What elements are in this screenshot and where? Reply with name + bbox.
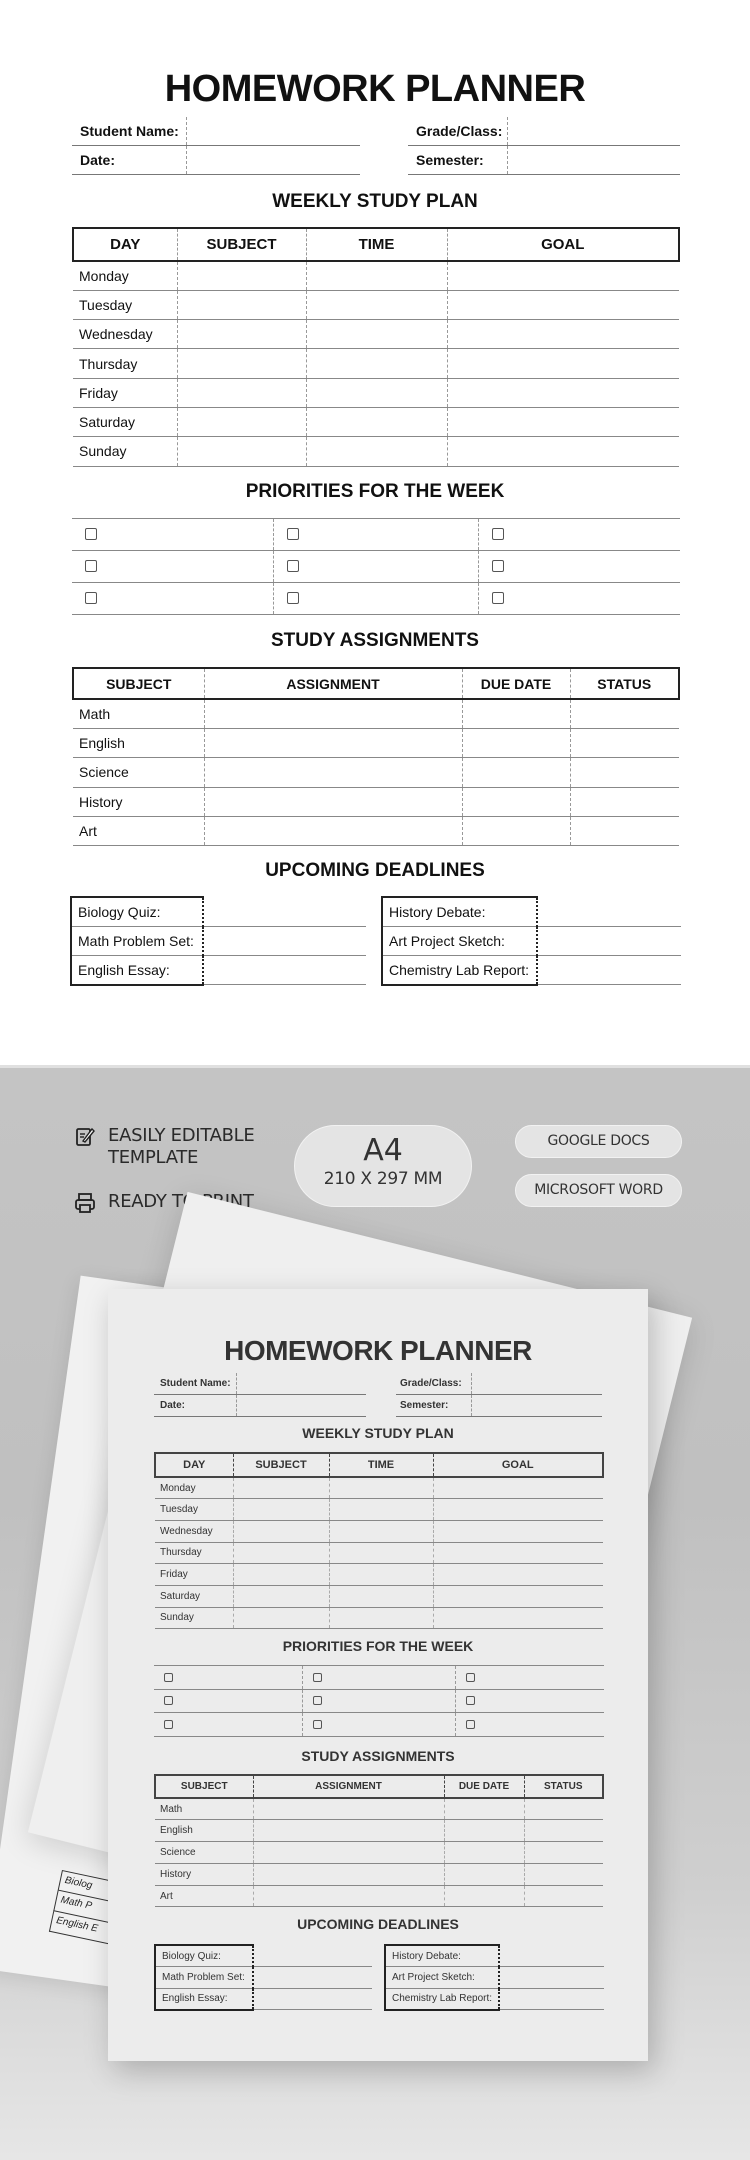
table-cell[interactable] [433,1520,603,1542]
deadline-value-field[interactable] [253,1988,372,2010]
priority-item[interactable] [154,1713,303,1737]
table-cell[interactable] [447,290,679,319]
deadline-label: Biology Quiz: [155,1945,253,1967]
priorities-grid [72,518,680,615]
table-cell[interactable] [177,290,306,319]
deadline-value-field[interactable] [203,897,366,926]
row-label: History [155,1863,253,1885]
row-label: Math [73,699,204,728]
deadline-value-field[interactable] [537,926,681,955]
table-cell[interactable] [204,817,462,846]
col-header: TIME [306,228,447,261]
table-cell[interactable] [433,1499,603,1521]
page-title: HOMEWORK PLANNER [224,1335,532,1366]
priority-item[interactable] [273,519,478,551]
table-row [155,1499,603,1521]
table-row [155,1798,603,1820]
priority-item[interactable] [273,551,478,583]
priority-item[interactable] [303,1713,456,1737]
date-field [154,1395,366,1417]
row-label: Thursday [73,349,177,378]
priority-item[interactable] [455,1713,604,1737]
checkbox-empty-icon[interactable] [287,528,299,540]
col-header: SUBJECT [155,1775,253,1798]
deadline-label: Art Project Sketch: [382,926,537,955]
priority-item[interactable] [154,1689,303,1713]
field-label: Date: [72,146,187,174]
page-title: HOMEWORK PLANNER [164,68,586,110]
row-label: Monday [73,261,177,290]
field-label: Semester: [408,146,508,174]
table-cell[interactable] [253,1820,444,1842]
section-title-assignments: STUDY ASSIGNMENTS [301,1748,455,1764]
priority-item[interactable] [479,551,680,583]
checkbox-empty-icon[interactable] [164,1673,173,1682]
table-cell[interactable] [177,378,306,407]
row-label: Friday [73,378,177,407]
table-cell[interactable] [444,1842,524,1864]
table-cell[interactable] [570,728,679,757]
table-cell[interactable] [524,1798,603,1820]
row-label: Math [155,1798,253,1820]
table-cell[interactable] [433,1542,603,1564]
table-row [155,1607,603,1629]
col-header: SUBJECT [73,668,204,699]
row-label: Saturday [73,407,177,436]
table-row [73,437,679,466]
col-header: STATUS [524,1775,603,1798]
table-row [73,320,679,349]
deadline-label: English Essay: [71,956,203,985]
row-label: Wednesday [155,1520,233,1542]
row-label: Art [73,817,204,846]
table-cell[interactable] [462,728,570,757]
table-cell[interactable] [306,407,447,436]
row-label: Art [155,1885,253,1907]
table-cell[interactable] [570,699,679,728]
assignments-table [72,667,680,846]
table-cell[interactable] [433,1477,603,1499]
row-label: Saturday [155,1585,233,1607]
checkbox-empty-icon[interactable] [313,1720,322,1729]
assignments-table [154,1774,604,1907]
grade-class-field[interactable] [408,117,680,146]
col-header: DAY [73,228,177,261]
table-cell[interactable] [462,817,570,846]
checkbox-empty-icon[interactable] [85,592,97,604]
paper-size-badge [294,1125,472,1207]
table-cell[interactable] [253,1798,444,1820]
deadline-row [385,1945,604,1967]
table-row [73,349,679,378]
table-cell[interactable] [524,1820,603,1842]
weekly-study-table [154,1452,604,1629]
row-label: Thursday [155,1542,233,1564]
row-label: Science [155,1842,253,1864]
col-header: DUE DATE [444,1775,524,1798]
planner-mockup-page [108,1289,648,2061]
table-row [155,1542,603,1564]
table-cell[interactable] [329,1477,433,1499]
table-cell[interactable] [306,378,447,407]
table-cell[interactable] [233,1542,329,1564]
table-row [73,699,679,728]
table-row [73,728,679,757]
feature-label: READY TO PRINT [108,1191,254,1212]
priority-item[interactable] [273,583,478,615]
feature-label: EASILY EDITABLE [108,1125,255,1146]
table-row [155,1820,603,1842]
checkbox-empty-icon[interactable] [466,1673,475,1682]
checkbox-empty-icon[interactable] [85,560,97,572]
row-label: Monday [155,1477,233,1499]
table-row [155,1585,603,1607]
table-cell[interactable] [233,1585,329,1607]
checkbox-empty-icon[interactable] [85,528,97,540]
deadline-row [385,1988,604,2010]
table-cell[interactable] [204,699,462,728]
table-cell[interactable] [233,1499,329,1521]
table-cell[interactable] [233,1520,329,1542]
row-label: English [155,1820,253,1842]
deadline-label: Math Problem Set: [71,926,203,955]
date-field[interactable] [72,146,360,175]
row-label: English [73,728,204,757]
table-cell[interactable] [177,261,306,290]
table-row [155,1842,603,1864]
deadline-row [155,1945,372,1967]
table-row [155,1863,603,1885]
table-row [73,787,679,816]
table-cell[interactable] [177,349,306,378]
priority-row [154,1689,604,1713]
deadline-row [382,956,681,985]
deadline-label: English Essay: [155,1988,253,2010]
priority-item[interactable] [455,1689,604,1713]
table-cell[interactable] [447,378,679,407]
section-title-deadlines: UPCOMING DEADLINES [297,1916,459,1932]
table-cell[interactable] [177,437,306,466]
table-cell[interactable] [444,1820,524,1842]
deadline-label: Chemistry Lab Report: [382,956,537,985]
section-title-weekly: WEEKLY STUDY PLAN [302,1425,454,1441]
table-cell[interactable] [233,1607,329,1629]
deadline-value-field[interactable] [203,926,366,955]
table-cell[interactable] [444,1798,524,1820]
table-cell[interactable] [462,758,570,787]
field-label: Semester: [396,1395,472,1416]
deadline-row [71,897,366,926]
table-cell[interactable] [177,407,306,436]
semester-field [396,1395,602,1417]
deadline-label: History Debate: [382,897,537,926]
field-label: Student Name: [154,1373,237,1394]
checkbox-empty-icon[interactable] [466,1696,475,1705]
section-title-weekly: WEEKLY STUDY PLAN [272,191,478,212]
deadline-value-field[interactable] [537,897,681,926]
paper-size-name: A4 [363,1133,403,1168]
section-title-deadlines: UPCOMING DEADLINES [265,860,485,881]
table-cell[interactable] [329,1564,433,1586]
priority-item[interactable] [455,1666,604,1690]
table-cell[interactable] [462,699,570,728]
feature-label: TEMPLATE [108,1147,199,1168]
deadline-value-field[interactable] [253,1967,372,1989]
checkbox-empty-icon[interactable] [313,1696,322,1705]
priority-item[interactable] [303,1666,456,1690]
deadline-label: History Debate: [385,1945,499,1967]
paper-size-dimensions: 210 X 297 MM [323,1169,443,1189]
deadlines-left [70,896,366,986]
table-cell[interactable] [329,1607,433,1629]
format-badge-google-docs: GOOGLE DOCS [515,1125,682,1158]
table-cell[interactable] [306,349,447,378]
row-label: Tuesday [73,290,177,319]
col-header: SUBJECT [177,228,306,261]
checkbox-empty-icon[interactable] [164,1720,173,1729]
priority-item[interactable] [72,551,273,583]
table-row [73,261,679,290]
deadlines-right [384,1944,604,2011]
table-cell[interactable] [253,1863,444,1885]
deadline-row [385,1967,604,1989]
row-label: History [73,787,204,816]
field-label: Student Name: [72,117,187,145]
edit-document-icon [72,1125,98,1149]
field-label: Grade/Class: [408,117,508,145]
priority-row [72,583,680,615]
checkbox-empty-icon[interactable] [287,560,299,572]
table-cell[interactable] [570,817,679,846]
priority-item[interactable] [72,519,273,551]
table-row [155,1564,603,1586]
printer-icon [72,1191,98,1215]
priority-item[interactable] [479,583,680,615]
table-cell[interactable] [233,1564,329,1586]
table-row [73,758,679,787]
deadline-value-field[interactable] [499,1945,604,1967]
table-cell[interactable] [329,1520,433,1542]
deadline-value-field[interactable] [537,956,681,985]
table-cell[interactable] [524,1842,603,1864]
priority-item[interactable] [154,1666,303,1690]
deadline-row [71,926,366,955]
table-cell[interactable] [233,1477,329,1499]
row-label: Tuesday [155,1499,233,1521]
col-header: DUE DATE [462,668,570,699]
priorities-grid [154,1665,604,1737]
semester-field[interactable] [408,146,680,175]
table-row [73,407,679,436]
table-row [73,290,679,319]
row-label: Friday [155,1564,233,1586]
table-cell[interactable] [329,1499,433,1521]
table-cell[interactable] [329,1542,433,1564]
deadline-row [71,956,366,985]
row-label: Sunday [155,1607,233,1629]
priority-item[interactable] [72,583,273,615]
table-row [155,1477,603,1499]
checkbox-empty-icon[interactable] [164,1696,173,1705]
deadlines-right [381,896,681,986]
table-cell[interactable] [462,787,570,816]
table-cell[interactable] [447,407,679,436]
table-cell[interactable] [444,1885,524,1907]
table-cell[interactable] [570,758,679,787]
priority-item[interactable] [479,519,680,551]
deadline-label: Math Problem Set: [155,1967,253,1989]
student-name-field[interactable] [72,117,360,146]
priority-row [154,1713,604,1737]
table-cell[interactable] [447,261,679,290]
table-cell[interactable] [253,1842,444,1864]
table-cell[interactable] [204,758,462,787]
table-cell[interactable] [524,1885,603,1907]
checkbox-empty-icon[interactable] [287,592,299,604]
deadline-row [155,1967,372,1989]
feature-editable [72,1125,254,1169]
student-info [72,117,680,175]
grade-class-field [396,1373,602,1395]
row-label: Sunday [73,437,177,466]
col-header: STATUS [570,668,679,699]
checkbox-empty-icon[interactable] [492,560,504,572]
col-header: ASSIGNMENT [253,1775,444,1798]
checkbox-empty-icon[interactable] [466,1720,475,1729]
checkbox-empty-icon[interactable] [313,1673,322,1682]
table-cell[interactable] [177,320,306,349]
deadline-value-field[interactable] [499,1967,604,1989]
row-label: Wednesday [73,320,177,349]
table-cell[interactable] [447,320,679,349]
table-cell[interactable] [447,437,679,466]
table-cell[interactable] [306,437,447,466]
deadline-label: Chemistry Lab Report: [385,1988,499,2010]
col-header: GOAL [447,228,679,261]
row-label: Science [73,758,204,787]
table-cell[interactable] [204,728,462,757]
field-label: Grade/Class: [396,1373,472,1394]
table-row [155,1520,603,1542]
table-cell[interactable] [253,1885,444,1907]
checkbox-empty-icon[interactable] [492,592,504,604]
priority-item[interactable] [303,1689,456,1713]
deadline-value-field[interactable] [203,956,366,985]
planner-page [0,0,750,1065]
table-cell[interactable] [433,1564,603,1586]
table-cell[interactable] [204,787,462,816]
table-cell[interactable] [447,349,679,378]
table-cell[interactable] [444,1863,524,1885]
student-info [154,1373,602,1417]
priority-row [72,551,680,583]
table-cell[interactable] [306,320,447,349]
section-title-assignments: STUDY ASSIGNMENTS [271,630,479,651]
table-cell[interactable] [570,787,679,816]
snippet-text: Math P [53,1891,165,1934]
table-cell[interactable] [306,290,447,319]
priority-row [154,1666,604,1690]
deadlines-left [154,1944,372,2011]
table-cell[interactable] [433,1607,603,1629]
col-header: GOAL [433,1453,603,1477]
deadline-value-field[interactable] [499,1988,604,2010]
table-row [73,378,679,407]
deadline-row [382,926,681,955]
table-row [155,1885,603,1907]
snippet-text: Biolog [58,1870,170,1913]
col-header: DAY [155,1453,233,1477]
field-label: Date: [154,1395,237,1416]
deadline-row [155,1988,372,2010]
table-cell[interactable] [433,1585,603,1607]
table-cell[interactable] [524,1863,603,1885]
priority-row [72,519,680,551]
section-title-priorities: PRIORITIES FOR THE WEEK [282,1638,474,1654]
table-row [73,817,679,846]
divider [0,1065,750,1068]
col-header: TIME [329,1453,433,1477]
deadline-row [382,897,681,926]
deadline-label: Biology Quiz: [71,897,203,926]
section-title-priorities: PRIORITIES FOR THE WEEK [245,481,505,502]
checkbox-empty-icon[interactable] [492,528,504,540]
col-header: SUBJECT [233,1453,329,1477]
snippet-text: English E [49,1911,161,1954]
student-name-field [154,1373,366,1395]
table-cell[interactable] [306,261,447,290]
table-cell[interactable] [329,1585,433,1607]
deadline-label: Art Project Sketch: [385,1967,499,1989]
deadline-value-field[interactable] [253,1945,372,1967]
col-header: ASSIGNMENT [204,668,462,699]
format-badge-microsoft-word: MICROSOFT WORD [515,1174,682,1207]
weekly-study-table [72,227,680,467]
